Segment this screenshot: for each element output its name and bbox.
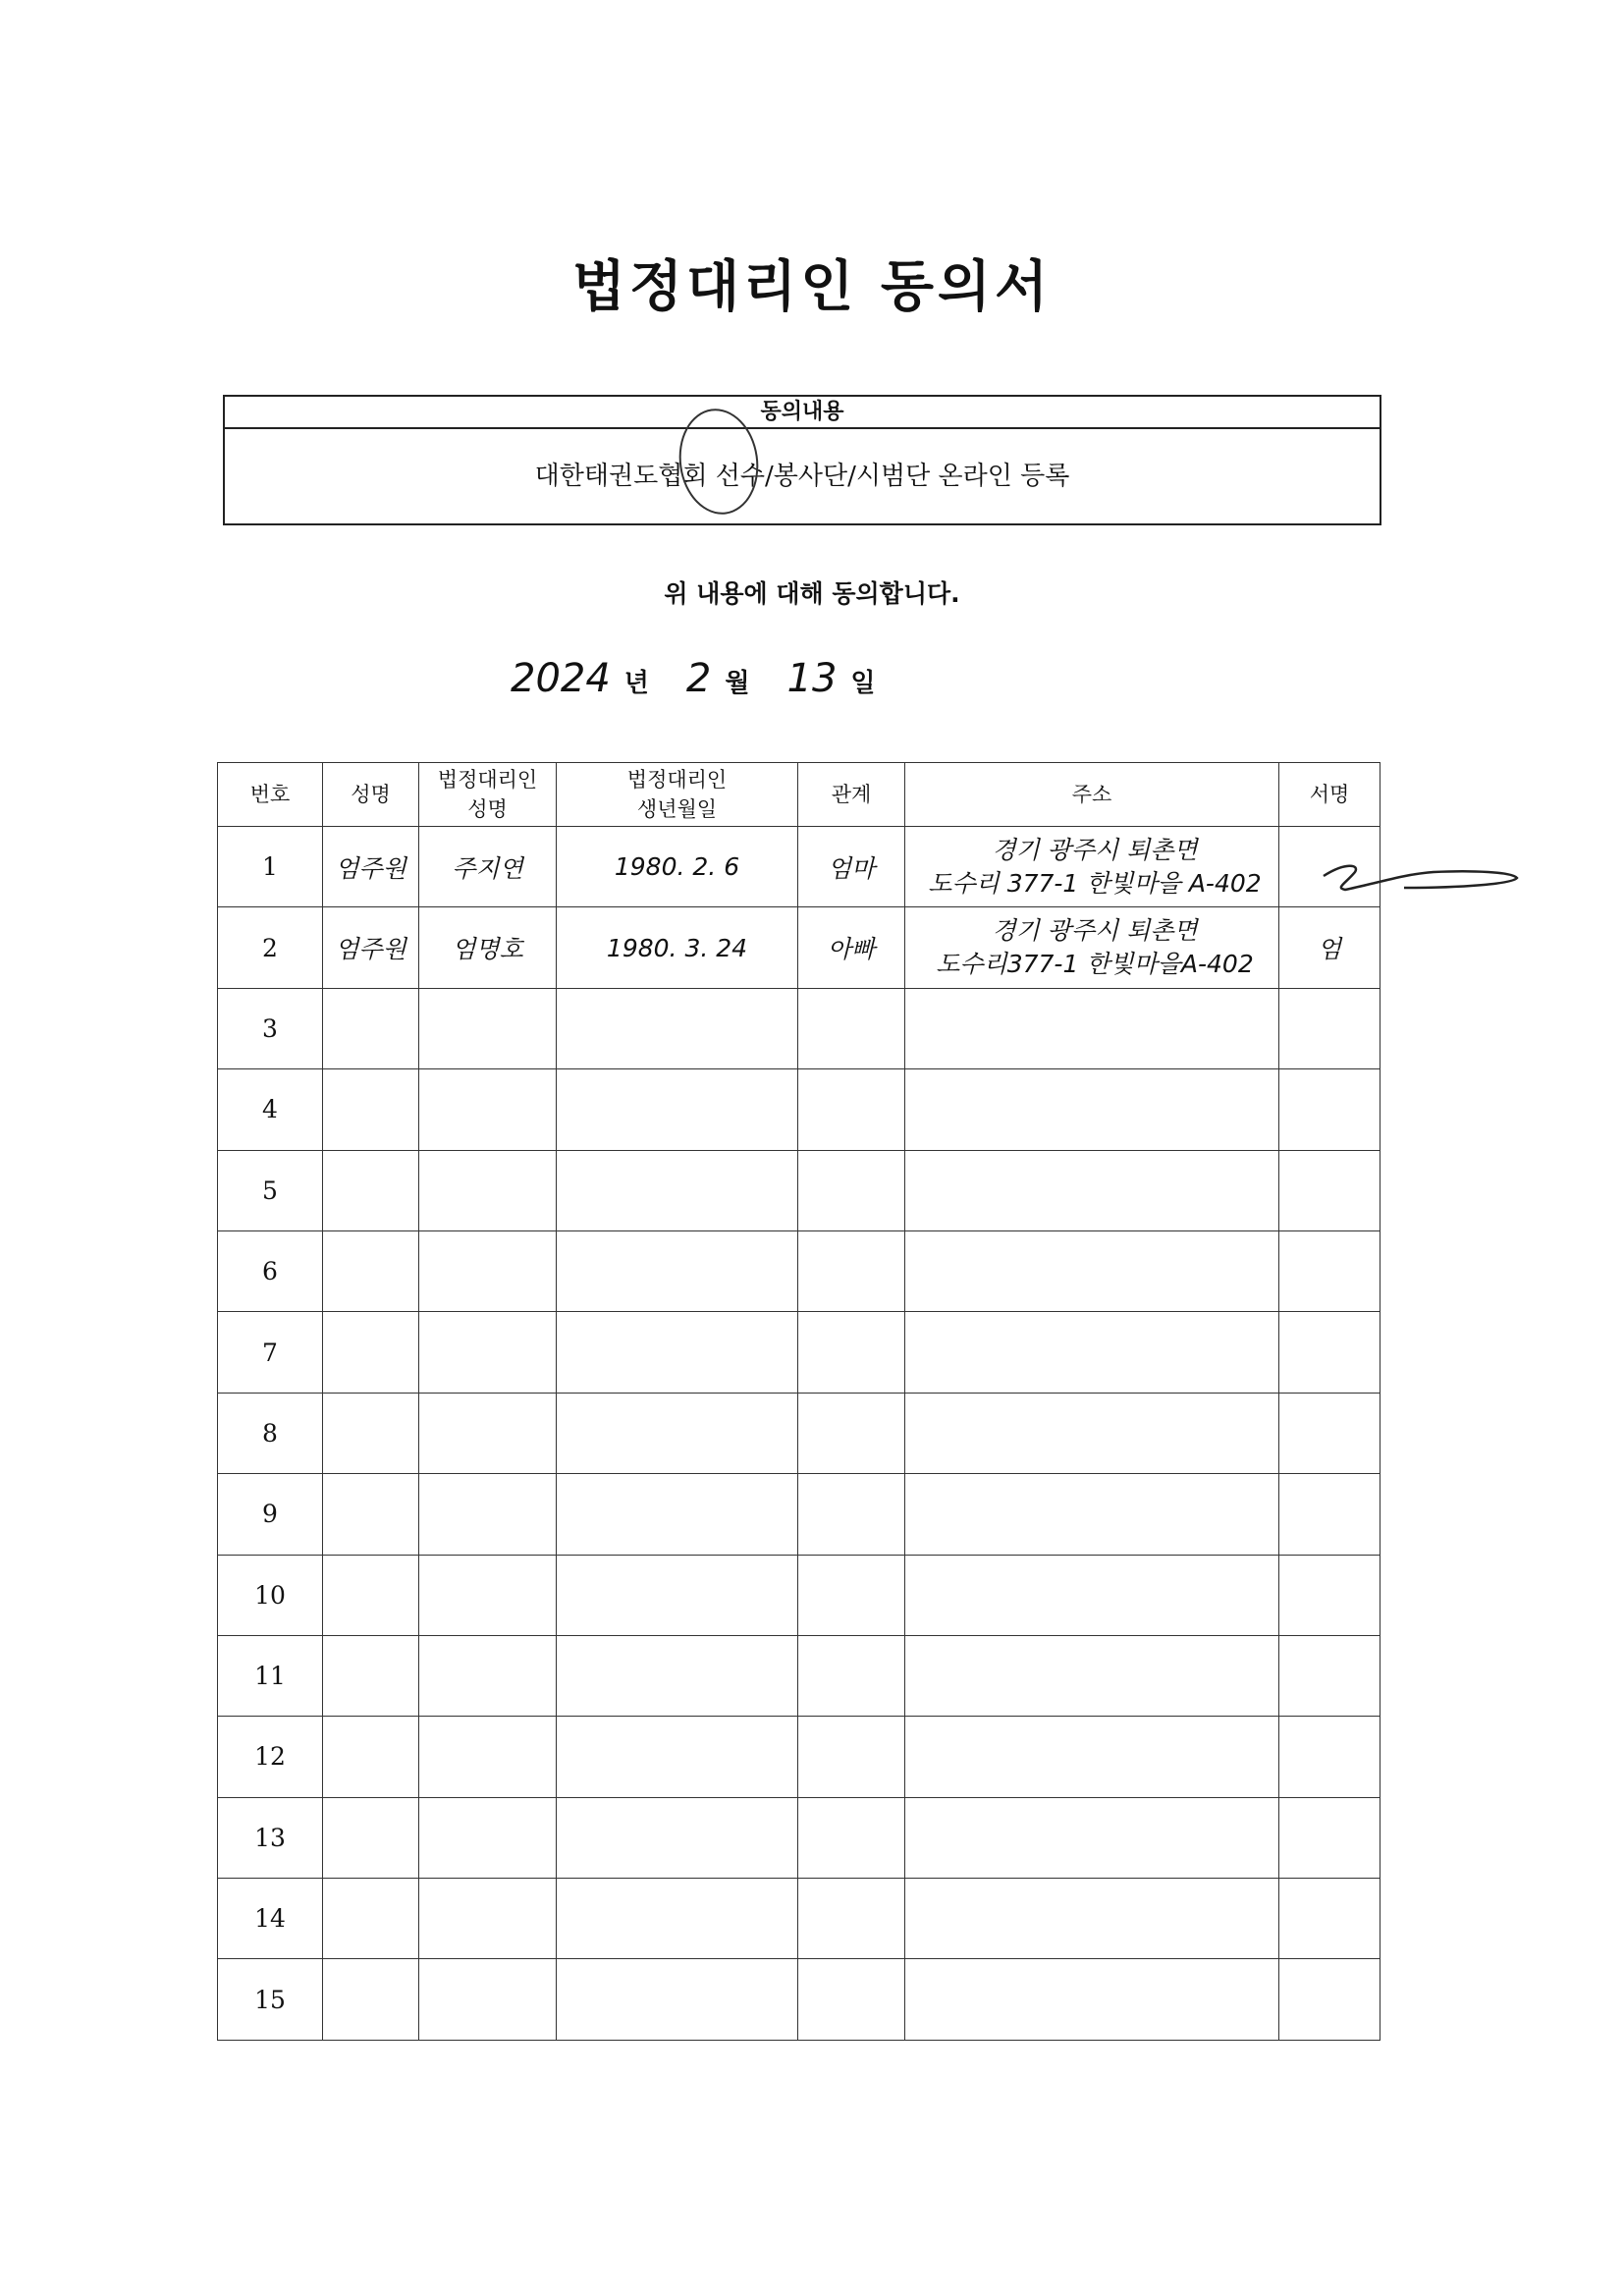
row-name — [323, 1959, 419, 2040]
row-number: 10 — [218, 1555, 323, 1635]
row-number: 2 — [218, 907, 323, 988]
row-number: 6 — [218, 1230, 323, 1311]
row-name — [323, 1069, 419, 1150]
table-row — [218, 907, 1380, 988]
row-name — [323, 988, 419, 1068]
header-signature: 서명 — [1279, 763, 1380, 827]
row-address — [905, 1959, 1279, 2040]
row-address — [905, 827, 1279, 907]
row-signature — [1279, 1230, 1380, 1311]
roster-body — [218, 827, 1380, 2041]
date-day-unit: 일 — [850, 669, 876, 698]
row-guardian-name — [419, 1879, 557, 1959]
table-row — [218, 1555, 1380, 1635]
address-line-1: 경기 광주시 퇴촌면 — [992, 835, 1198, 864]
row-signature — [1279, 1879, 1380, 1959]
table-row — [218, 1150, 1380, 1230]
row-signature — [1279, 988, 1380, 1068]
row-name — [323, 1150, 419, 1230]
row-signature — [1279, 1959, 1380, 2040]
table-row — [218, 1797, 1380, 1878]
row-number: 1 — [218, 827, 323, 907]
row-number: 7 — [218, 1312, 323, 1393]
row-guardian-name — [419, 1069, 557, 1150]
row-relation — [798, 1393, 905, 1473]
row-guardian-name — [419, 988, 557, 1068]
row-relation — [798, 1474, 905, 1555]
table-row — [218, 827, 1380, 907]
row-signature — [1279, 1635, 1380, 1716]
table-row — [218, 1959, 1380, 2040]
row-guardian-birth — [557, 1393, 798, 1473]
row-guardian-birth: 1980. 3. 24 — [557, 907, 798, 988]
row-number: 9 — [218, 1474, 323, 1555]
row-relation — [798, 1879, 905, 1959]
row-guardian-birth — [557, 1635, 798, 1716]
date-month-unit: 월 — [725, 669, 750, 698]
table-header-row — [218, 763, 1380, 827]
row-address — [905, 907, 1279, 988]
row-guardian-birth — [557, 1069, 798, 1150]
row-guardian-birth — [557, 1312, 798, 1393]
row-signature — [1279, 1393, 1380, 1473]
row-address — [905, 1474, 1279, 1555]
row-name — [323, 1230, 419, 1311]
row-address — [905, 1555, 1279, 1635]
row-relation — [798, 1635, 905, 1716]
row-guardian-name — [419, 1474, 557, 1555]
header-guardian-name: 법정대리인 성명 — [419, 763, 557, 827]
header-guardian-birth: 법정대리인 생년월일 — [557, 763, 798, 827]
table-row — [218, 1879, 1380, 1959]
row-name — [323, 1635, 419, 1716]
row-signature — [1279, 1312, 1380, 1393]
row-name — [323, 1393, 419, 1473]
row-guardian-name — [419, 1312, 557, 1393]
row-guardian-birth — [557, 1150, 798, 1230]
row-relation: 엄마 — [798, 827, 905, 907]
table-row — [218, 1635, 1380, 1716]
row-guardian-birth — [557, 1797, 798, 1878]
row-name — [323, 1717, 419, 1797]
row-name — [323, 1312, 419, 1393]
row-guardian-birth — [557, 988, 798, 1068]
table-row — [218, 1717, 1380, 1797]
row-signature — [1279, 1555, 1380, 1635]
consent-header: 동의내용 — [225, 397, 1380, 429]
row-guardian-name: 엄명호 — [419, 907, 557, 988]
address-line-2: 도수리377-1 한빛마을A-402 — [936, 950, 1254, 979]
row-number: 11 — [218, 1635, 323, 1716]
row-guardian-birth — [557, 1230, 798, 1311]
row-number: 8 — [218, 1393, 323, 1473]
row-name — [323, 1555, 419, 1635]
row-guardian-birth: 1980. 2. 6 — [557, 827, 798, 907]
row-address — [905, 1230, 1279, 1311]
row-signature — [1279, 1150, 1380, 1230]
row-signature: 엄 — [1279, 907, 1380, 988]
row-number: 3 — [218, 988, 323, 1068]
row-guardian-name — [419, 1393, 557, 1473]
table-row — [218, 1474, 1380, 1555]
row-relation — [798, 1555, 905, 1635]
row-name — [323, 1797, 419, 1878]
row-address — [905, 1150, 1279, 1230]
row-address — [905, 988, 1279, 1068]
row-relation — [798, 988, 905, 1068]
row-guardian-name — [419, 1150, 557, 1230]
row-address — [905, 1635, 1279, 1716]
row-guardian-birth — [557, 1959, 798, 2040]
address-line-2: 도수리 377-1 한빛마을 A-402 — [928, 868, 1262, 898]
header-no: 번호 — [218, 763, 323, 827]
row-guardian-name — [419, 1717, 557, 1797]
date-line — [511, 656, 913, 705]
row-relation — [798, 1717, 905, 1797]
row-signature — [1279, 1069, 1380, 1150]
date-month: 2 — [685, 656, 712, 701]
row-address — [905, 1069, 1279, 1150]
row-signature — [1279, 1797, 1380, 1878]
row-relation — [798, 1312, 905, 1393]
row-relation — [798, 1230, 905, 1311]
row-guardian-birth — [557, 1474, 798, 1555]
row-guardian-name — [419, 1635, 557, 1716]
agreement-statement: 위 내용에 대해 동의합니다. — [664, 579, 960, 608]
row-address — [905, 1312, 1279, 1393]
date-year-unit: 년 — [623, 669, 649, 698]
row-relation — [798, 1959, 905, 2040]
row-relation: 아빠 — [798, 907, 905, 988]
row-relation — [798, 1797, 905, 1878]
row-address — [905, 1797, 1279, 1878]
date-year: 2024 — [511, 656, 611, 701]
signature-stroke — [1316, 854, 1524, 903]
row-guardian-birth — [557, 1879, 798, 1959]
date-day: 13 — [786, 656, 838, 701]
row-name: 엄주원 — [323, 907, 419, 988]
row-guardian-birth — [557, 1717, 798, 1797]
header-address: 주소 — [905, 763, 1279, 827]
row-name: 엄주원 — [323, 827, 419, 907]
row-number: 5 — [218, 1150, 323, 1230]
consent-box — [223, 395, 1381, 525]
row-number: 13 — [218, 1797, 323, 1878]
guardian-roster-table — [217, 762, 1380, 2041]
header-name: 성명 — [323, 763, 419, 827]
row-relation — [798, 1069, 905, 1150]
row-address — [905, 1879, 1279, 1959]
row-signature — [1279, 1474, 1380, 1555]
row-number: 15 — [218, 1959, 323, 2040]
row-guardian-name — [419, 1230, 557, 1311]
table-row — [218, 988, 1380, 1068]
row-relation — [798, 1150, 905, 1230]
consent-text: 대한태권도협회 선수/봉사단/시범단 온라인 등록 — [534, 462, 1070, 491]
row-guardian-name — [419, 1555, 557, 1635]
row-number: 12 — [218, 1717, 323, 1797]
address-line-1: 경기 광주시 퇴촌면 — [992, 916, 1198, 946]
header-relation: 관계 — [798, 763, 905, 827]
row-address — [905, 1393, 1279, 1473]
table-row — [218, 1393, 1380, 1473]
table-row — [218, 1069, 1380, 1150]
row-address — [905, 1717, 1279, 1797]
row-guardian-name — [419, 1797, 557, 1878]
row-number: 14 — [218, 1879, 323, 1959]
row-signature — [1279, 1717, 1380, 1797]
row-number: 4 — [218, 1069, 323, 1150]
row-name — [323, 1879, 419, 1959]
row-guardian-name: 주지연 — [419, 827, 557, 907]
table-row — [218, 1312, 1380, 1393]
row-name — [323, 1474, 419, 1555]
document-title: 법정대리인 동의서 — [571, 254, 1053, 319]
row-guardian-name — [419, 1959, 557, 2040]
table-row — [218, 1230, 1380, 1311]
row-guardian-birth — [557, 1555, 798, 1635]
